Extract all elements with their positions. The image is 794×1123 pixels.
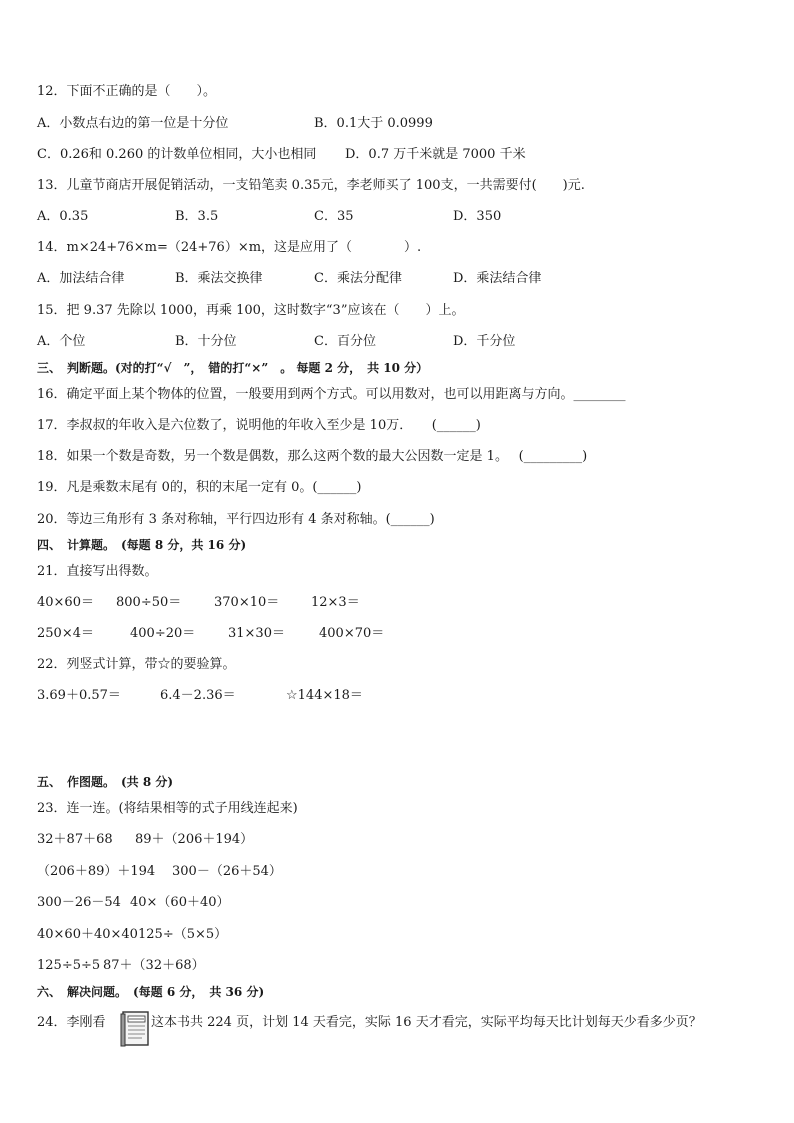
q23-stem: 23．连一连。(将结果相等的式子用线连起来) [37, 801, 298, 816]
q12-option-b: B．0.1大于 0.0999 [314, 116, 433, 131]
q12-stem: 12．下面不正确的是（ ）。 [37, 84, 217, 99]
q15-option-b: B．十分位 [175, 334, 237, 349]
q20-text: 20．等边三角形有 3 条对称轴，平行四边形有 4 条对称轴。(______) [37, 512, 435, 527]
q21-item: 400×70＝ [319, 626, 385, 641]
q13-option-d: D．350 [453, 209, 502, 224]
q23-left-expression: 40×60＋40×40 [37, 927, 138, 942]
q15-option-a: A．个位 [37, 334, 86, 349]
q13-stem: 13．儿童节商店开展促销活动，一支铅笔卖 0.35元，李老师买了 100支，一共需要付( )元. [37, 178, 585, 193]
q23-left-expression: 32＋87＋68 [37, 832, 113, 847]
q24-text-after: 这本书共 224 页，计划 14 天看完，实际 16 天才看完，实际平均每天比计划每天少看多少页？ [151, 1015, 702, 1030]
q24-text-before: 24．李刚看 [37, 1015, 106, 1030]
section-4-heading: 四、 计算题。 (每题 8 分，共 16 分) [37, 538, 247, 552]
q14-stem: 14．m×24+76×m=（24+76）×m，这是应用了（ ）. [37, 240, 422, 255]
q13-option-b: B．3.5 [175, 209, 219, 224]
q15-stem: 15．把 9.37 先除以 1000，再乘 100，这时数字“3”应该在（ ）上。 [37, 303, 465, 318]
q14-option-b: B．乘法交换律 [175, 271, 263, 286]
q13-option-c: C．35 [314, 209, 354, 224]
q12-option-a: A．小数点右边的第一位是十分位 [37, 116, 229, 131]
section-5-heading: 五、 作图题。 (共 8 分) [37, 775, 174, 789]
q21-stem: 21．直接写出得数。 [37, 564, 158, 579]
q22-item: 6.4－2.36＝ [160, 688, 236, 703]
q14-option-c: C．乘法分配律 [314, 271, 402, 286]
q12-option-d: D．0.7 万千米就是 7000 千米 [345, 147, 526, 162]
q18-text: 18．如果一个数是奇数，另一个数是偶数，那么这两个数的最大公因数一定是 1。 (_________) [37, 449, 588, 464]
q23-right-expression: 89＋（206＋194） [135, 832, 254, 847]
q17-text: 17．李叔叔的年收入是六位数了，说明他的年收入至少是 10万． (______) [37, 418, 481, 433]
q21-item: 800÷50＝ [116, 595, 182, 610]
q21-item: 400÷20＝ [130, 626, 196, 641]
q14-option-d: D．乘法结合律 [453, 271, 542, 286]
q23-left-expression: （206＋89）＋194 [37, 864, 156, 879]
q21-item: 40×60＝ [37, 595, 94, 610]
q14-option-a: A．加法结合律 [37, 271, 125, 286]
q22-item: ☆144×18＝ [286, 688, 363, 703]
q22-item: 3.69＋0.57＝ [37, 688, 121, 703]
q13-option-a: A．0.35 [37, 209, 89, 224]
q12-option-c: C．0.26和 0.260 的计数单位相同，大小也相同 [37, 147, 317, 162]
q23-left-expression: 300－26－54 [37, 895, 121, 910]
book-icon [120, 1010, 150, 1048]
section-6-heading: 六、 解决问题。 (每题 6 分， 共 36 分) [37, 985, 265, 999]
q16-text: 16．确定平面上某个物体的位置，一般要用到两个方式。可以用数对，也可以用距离与方向。________ [37, 387, 626, 402]
q21-item: 370×10＝ [214, 595, 280, 610]
q23-right-expression: 125÷（5×5） [138, 927, 228, 942]
q19-text: 19．凡是乘数末尾有 0的，积的末尾一定有 0。(______) [37, 480, 362, 495]
section-3-heading: 三、 判断题。(对的打“√ ”， 错的打“×” 。 每题 2 分， 共 10 分） [37, 361, 429, 375]
q21-item: 250×4＝ [37, 626, 94, 641]
q21-item: 31×30＝ [228, 626, 285, 641]
q23-right-expression: 40×（60＋40） [130, 895, 230, 910]
q21-item: 12×3＝ [311, 595, 360, 610]
q15-option-d: D．千分位 [453, 334, 516, 349]
q23-right-expression: 300－（26＋54） [172, 864, 282, 879]
q15-option-c: C．百分位 [314, 334, 376, 349]
q22-stem: 22．列竖式计算，带☆的要验算。 [37, 657, 236, 672]
q23-left-expression: 125÷5÷5 [37, 958, 101, 973]
q23-right-expression: 87＋（32＋68） [103, 958, 205, 973]
